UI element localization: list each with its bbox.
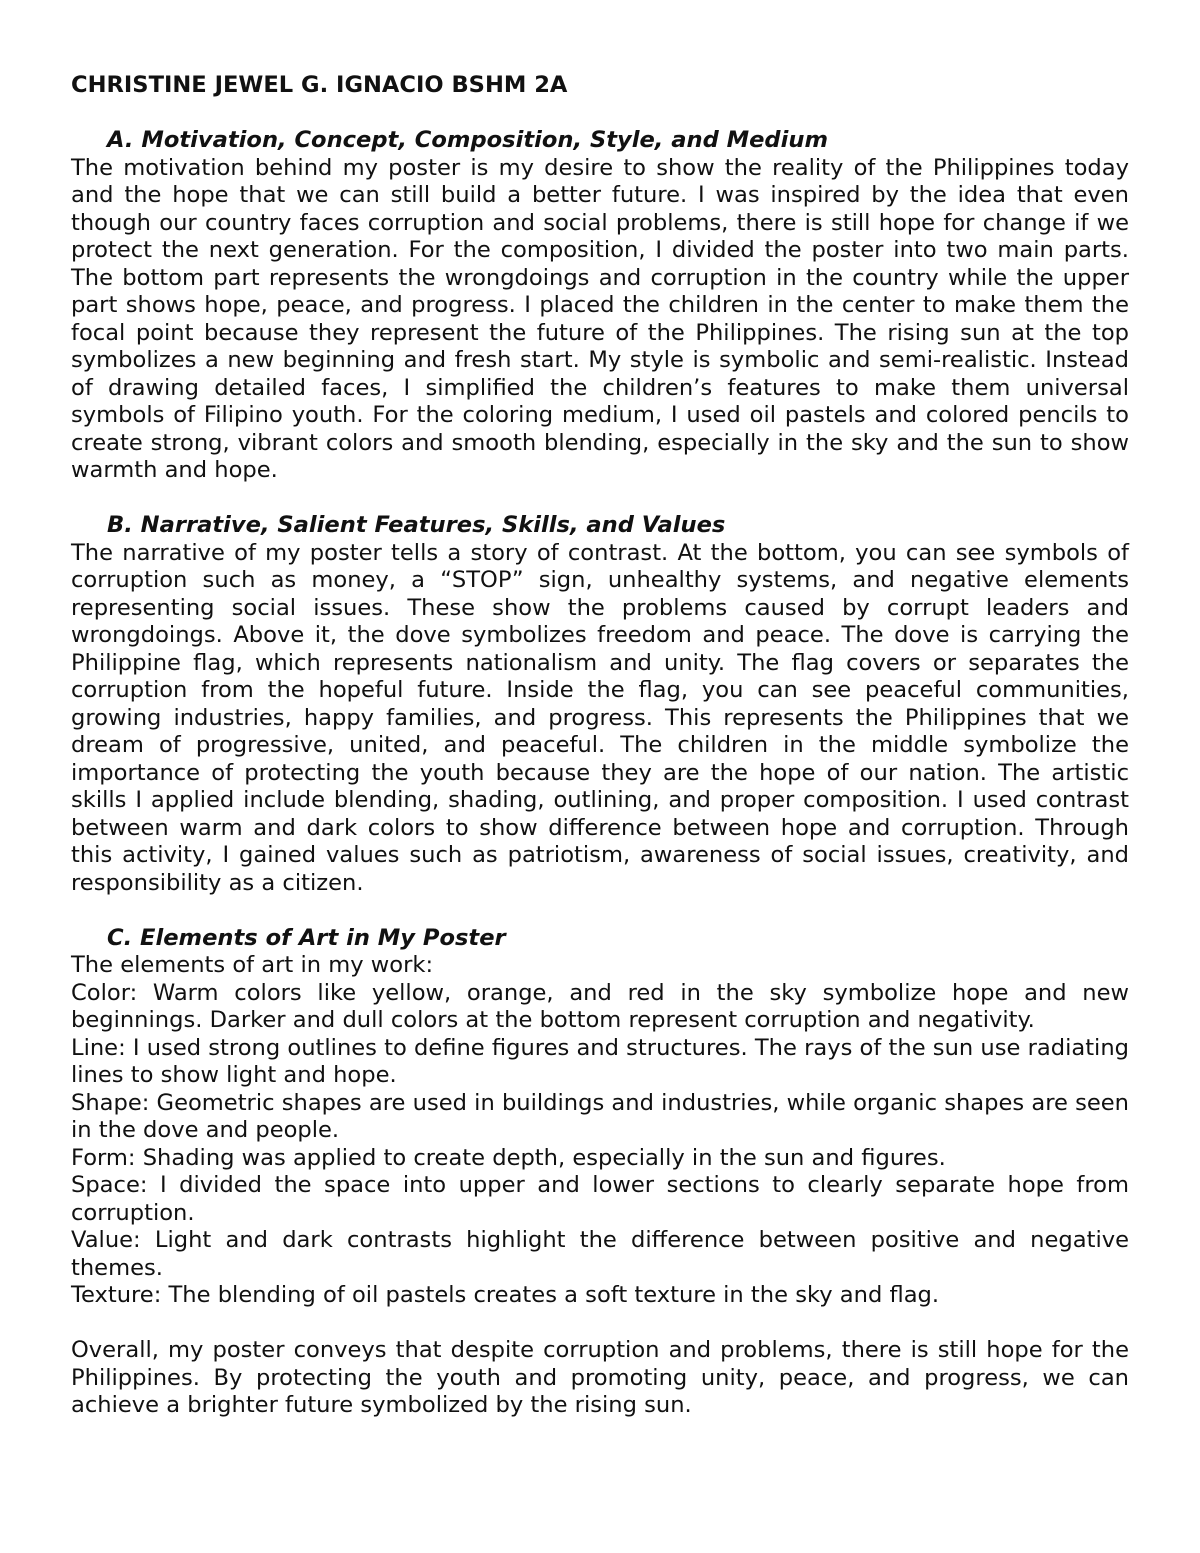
section-c: [71, 925, 1129, 1310]
element-space: Space: I divided the space into upper and lower sections to clearly separate hope from corruption.: [71, 1172, 1129, 1226]
section-a-heading: A. Motivation, Concept, Composition, Style, and Medium: [107, 127, 828, 153]
element-form: Form: Shading was applied to create depth, especially in the sun and figures.: [71, 1144, 946, 1171]
spacer: [71, 897, 1129, 925]
spacer: [71, 485, 1129, 513]
conclusion-paragraph: Overall, my poster conveys that despite corruption and problems, there is still hope for the Philippines. By protecting the youth and promoting unity, peace, and progress, we can achieve a brighter future symbolized by the rising sun.: [71, 1337, 1129, 1418]
document-page: [71, 72, 1129, 1420]
section-b-body: The narrative of my poster tells a story of contrast. At the bottom, you can see symbols of corruption such as money, a “STOP” sign, unhealthy systems, and negative elements representing social issues. These show the problems caused by corrupt leaders and wrongdoings. Above it, the dove symbolizes freedom and peace. The dove is carrying the Philippine flag, which represents nationalism and unity. The flag covers or separates the corruption from the hopeful future. Inside the flag, you can see peaceful communities, growing industries, happy families, and progress. This represents the Philippines that we dream of progressive, united, and peaceful. The children in the middle symbolize the importance of protecting the youth because they are the hope of our nation. The artistic skills I applied include blending, shading, outlining, and proper composition. I used contrast between warm and dark colors to show difference between hope and corruption. Through this activity, I gained values such as patriotism, awareness of social issues, creativity, and responsibility as a citizen.: [71, 539, 1129, 896]
element-shape: Shape: Geometric shapes are used in buildings and industries, while organic shapes are seen in the dove and people.: [71, 1089, 1129, 1143]
section-a: [71, 127, 1129, 485]
section-b: [71, 512, 1129, 897]
section-a-body: The motivation behind my poster is my desire to show the reality of the Philippines today and the hope that we can still build a better future. I was inspired by the idea that even though our country faces corruption and social problems, there is still hope for change if we protect the next generation. For the composition, I divided the poster into two main parts. The bottom part represents the wrongdoings and corruption in the country while the upper part shows hope, peace, and progress. I placed the children in the center to make them the focal point because they represent the future of the Philippines. The rising sun at the top symbolizes a new beginning and fresh start. My style is symbolic and semi-realistic. Instead of drawing detailed faces, I simplified the children’s features to make them universal symbols of Filipino youth. For the coloring medium, I used oil pastels and colored pencils to create strong, vibrant colors and smooth blending, especially in the sky and the sun to show warmth and hope.: [71, 154, 1129, 483]
section-c-intro: The elements of art in my work:: [71, 952, 434, 978]
section-c-heading: C. Elements of Art in My Poster: [107, 924, 506, 951]
spacer: [71, 1310, 1129, 1338]
element-line: Line: I used strong outlines to define figures and structures. The rays of the sun use radiating lines to show light and hope.: [71, 1034, 1129, 1088]
author-title: CHRISTINE JEWEL G. IGNACIO BSHM 2A: [71, 72, 568, 98]
element-value: Value: Light and dark contrasts highlight the difference between positive and negative themes.: [71, 1227, 1129, 1281]
element-color: Color: Warm colors like yellow, orange, and red in the sky symbolize hope and new beginnings. Darker and dull colors at the bottom represent corruption and negativity.: [71, 979, 1129, 1033]
spacer: [71, 100, 1129, 128]
section-b-heading: B. Narrative, Salient Features, Skills, and Values: [107, 512, 726, 538]
element-texture: Texture: The blending of oil pastels creates a soft texture in the sky and flag.: [71, 1282, 940, 1308]
